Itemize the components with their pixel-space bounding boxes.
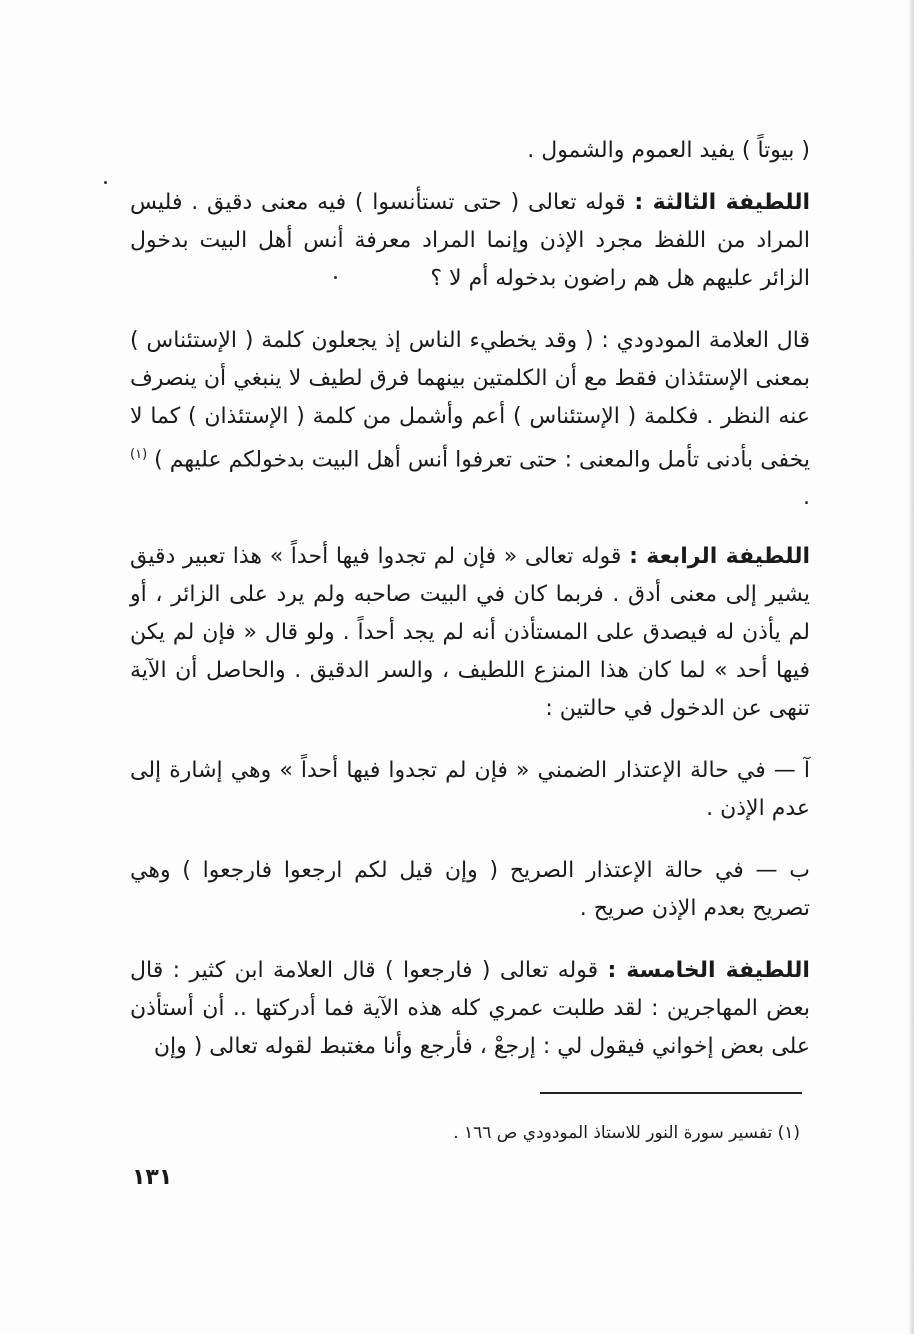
fifth-subtlety-heading: اللطيفة الخامسة : <box>607 958 810 983</box>
scan-speck <box>104 181 107 184</box>
mawdudi-quote-paragraph <box>130 322 810 517</box>
case-a-paragraph <box>130 752 810 828</box>
case-b-paragraph <box>130 852 810 928</box>
fifth-subtlety-paragraph <box>130 952 810 1066</box>
quote-terminator: . <box>803 485 810 511</box>
fourth-subtlety-heading: اللطيفة الرابعة : <box>629 544 810 569</box>
third-subtlety-paragraph <box>130 184 810 298</box>
fourth-subtlety-body: قوله تعالى « فإن لم تجدوا فيها أحداً » هذا تعبير دقيق يشير إلى معنى أدق . فربما كان في البيت صاحبه ولم يرد على الزائر ، أو لم يأذن له فيصدق على المستأذن أنه لم يجد أحداً . ولو قال « فإن لم يكن فيها أحد » لما كان هذا المنزع اللطيف ، والسر الدقيق . والحاصل أن الآية تنهى عن الدخول في حالتين : <box>130 544 810 721</box>
intro-text: ( بيوتاً ) يفيد العموم والشمول . <box>527 138 810 163</box>
case-a-text: آ — في حالة الإعتذار الضمني « فإن لم تجدوا فيها أحداً » وهي إشارة إلى عدم الإذن . <box>130 758 810 821</box>
page-edge-shadow <box>908 0 914 1334</box>
intro-paragraph <box>130 132 810 170</box>
footnote: (١) تفسير سورة النور للاستاذ المودودي ص ١٦٦ . <box>453 1123 800 1143</box>
footnote-reference: (١) <box>130 447 148 462</box>
page-number: ١٣١ <box>132 1165 173 1190</box>
footnote-divider <box>540 1092 802 1094</box>
fourth-subtlety-paragraph <box>130 538 810 728</box>
scan-speck <box>334 276 337 279</box>
third-subtlety-heading: اللطيفة الثالثة : <box>634 190 810 215</box>
mawdudi-quote-text: قال العلامة المودودي : ( وقد يخطيء الناس إذ يجعلون كلمة ( الإستئناس ) بمعنى الإستئذان فقط مع أن الكلمتين بينهما فرق لطيف لا ينبغي أن ينصرف عنه النظر . فكلمة ( الإستئناس ) أعم وأشمل من كلمة ( الإستئذان ) كما لا يخفى بأدنى تأمل والمعنى : حتى تعرفوا أنس أهل البيت بدخولكم عليهم ) <box>130 328 810 473</box>
case-b-text: ب — في حالة الإعتذار الصريح ( وإن قيل لكم ارجعوا فارجعوا ) وهي تصريح بعدم الإذن صريح . <box>130 858 810 921</box>
third-subtlety-body: قوله تعالى ( حتى تستأنسوا ) فيه معنى دقيق . فليس المراد من اللفظ مجرد الإذن وإنما المراد معرفة أنس أهل البيت بدخول الزائر عليهم هل هم راضون بدخوله أم لا ؟ <box>130 190 810 291</box>
fifth-subtlety-body: قوله تعالى ( فارجعوا ) قال العلامة ابن كثير : قال بعض المهاجرين : لقد طلبت عمري كله هذه الآية فما أدركتها .. أن أستأذن على بعض إخواني فيقول لي : إرجعْ ، فأرجع وأنا مغتبط لقوله تعالى ( وإن <box>130 958 810 1059</box>
